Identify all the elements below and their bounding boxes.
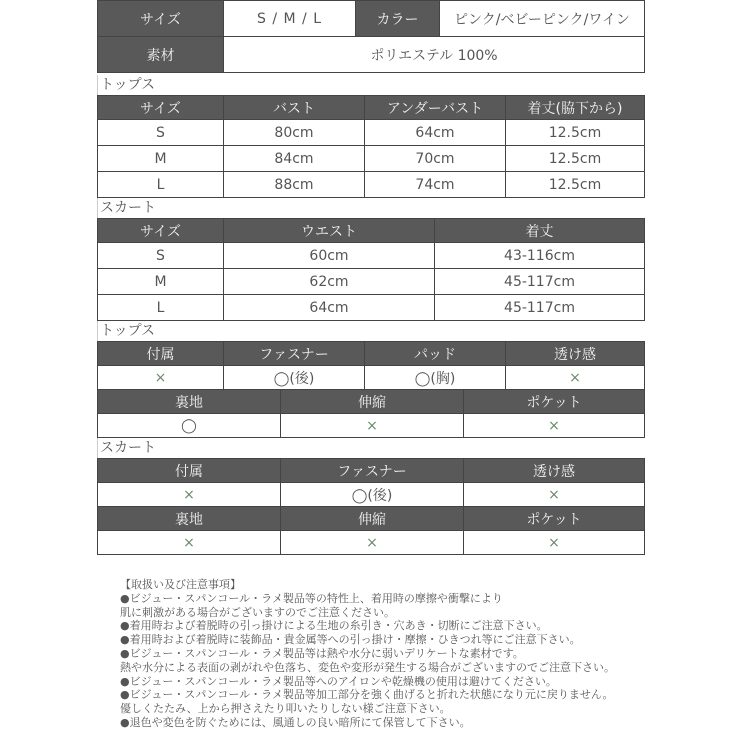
tops-features-table-1 bbox=[97, 341, 645, 390]
tops-size-table bbox=[97, 95, 645, 198]
table-row bbox=[98, 483, 645, 507]
cross-mark: × bbox=[464, 531, 645, 555]
note-line: ●ビジュー・スパンコール・ラメ製品等へのアイロンや乾燥機の使用は避けてください。 bbox=[120, 674, 557, 688]
cell: 64cm bbox=[365, 120, 506, 146]
cross-mark: × bbox=[464, 483, 645, 507]
cell: 64cm bbox=[224, 295, 435, 321]
circle-mark: ◯(胸) bbox=[365, 366, 506, 390]
color-value: ピンク/ベビーピンク/ワイン bbox=[440, 1, 645, 37]
cell: 74cm bbox=[365, 172, 506, 198]
skirt-features-table-1 bbox=[97, 458, 645, 555]
header-cell: ファスナー bbox=[224, 342, 365, 366]
cell: 45-117cm bbox=[435, 269, 645, 295]
header-cell: バスト bbox=[224, 96, 365, 120]
cell: 60cm bbox=[224, 243, 435, 269]
note-line: ●着用時および着脱時の引っ掛けによる生地の糸引き・穴あき・切断にご注意下さい。 bbox=[120, 619, 548, 633]
header-cell: ウエスト bbox=[224, 219, 435, 243]
note-line: 優しくたたみ、上から押さえたり叩いたりしない様ご注意下さい。 bbox=[120, 702, 451, 716]
header-cell: サイズ bbox=[98, 219, 224, 243]
header-cell: サイズ bbox=[98, 96, 224, 120]
cell: 70cm bbox=[365, 146, 506, 172]
table-row bbox=[98, 146, 645, 172]
header-cell: 伸縮 bbox=[281, 507, 464, 531]
table-row bbox=[98, 366, 645, 390]
size-chart bbox=[97, 0, 645, 555]
cross-mark: × bbox=[464, 414, 645, 438]
material-value: ポリエステル 100% bbox=[224, 37, 645, 73]
table-row bbox=[98, 531, 645, 555]
size-label: サイズ bbox=[98, 1, 224, 37]
note-line: 熱や水分による表面の剥がれや色落ち、変色や変形が発生する場合がございますのでご注意下さい。 bbox=[120, 660, 615, 674]
table-header-row bbox=[98, 96, 645, 120]
header-cell: パッド bbox=[365, 342, 506, 366]
header-cell: ファスナー bbox=[281, 459, 464, 483]
header-cell: 透け感 bbox=[464, 459, 645, 483]
cell: 84cm bbox=[224, 146, 365, 172]
cell: S bbox=[98, 243, 224, 269]
cell: M bbox=[98, 269, 224, 295]
cell: 12.5cm bbox=[506, 120, 645, 146]
color-label: カラー bbox=[356, 1, 440, 37]
table-header-row bbox=[98, 342, 645, 366]
cell: L bbox=[98, 295, 224, 321]
header-cell: 裏地 bbox=[98, 390, 281, 414]
table-row bbox=[98, 172, 645, 198]
header-cell: 付属 bbox=[98, 459, 281, 483]
cell: 88cm bbox=[224, 172, 365, 198]
notes-title: 【取扱い及び注意事項】 bbox=[120, 578, 241, 591]
table-header-row bbox=[98, 507, 645, 531]
cross-mark: × bbox=[98, 531, 281, 555]
table-row bbox=[98, 243, 645, 269]
table-header-row bbox=[98, 390, 645, 414]
header-cell: 着丈 bbox=[435, 219, 645, 243]
cell: L bbox=[98, 172, 224, 198]
header-cell: 付属 bbox=[98, 342, 224, 366]
cell: 43-116cm bbox=[435, 243, 645, 269]
cell: 80cm bbox=[224, 120, 365, 146]
cross-mark: × bbox=[506, 366, 645, 390]
circle-mark: ◯ bbox=[98, 414, 281, 438]
tops-size-section-label: トップス bbox=[97, 75, 645, 95]
note-line: 肌に刺激がある場合がございますのでご注意ください。 bbox=[120, 605, 395, 619]
table-row bbox=[98, 120, 645, 146]
table-header-row bbox=[98, 219, 645, 243]
tops-features-section-label: トップス bbox=[97, 321, 645, 341]
size-value: S / M / L bbox=[224, 1, 356, 37]
note-line: ●ビジュー・スパンコール・ラメ製品等は熱や水分に弱いデリケートな素材です。 bbox=[120, 646, 524, 660]
cell: 62cm bbox=[224, 269, 435, 295]
cell: 45-117cm bbox=[435, 295, 645, 321]
header-cell: 着丈(脇下から) bbox=[506, 96, 645, 120]
header-cell: 裏地 bbox=[98, 507, 281, 531]
circle-mark: ◯(後) bbox=[281, 483, 464, 507]
header-cell: ポケット bbox=[464, 507, 645, 531]
cell: 12.5cm bbox=[506, 146, 645, 172]
cell: 12.5cm bbox=[506, 172, 645, 198]
note-line: ●着用時および着脱時に装飾品・貴金属等への引っ掛け・摩擦・ひきつれ等にご注意下さい。 bbox=[120, 633, 581, 647]
header-cell: ポケット bbox=[464, 390, 645, 414]
header-cell: 伸縮 bbox=[281, 390, 464, 414]
cross-mark: × bbox=[281, 414, 464, 438]
cross-mark: × bbox=[281, 531, 464, 555]
skirt-size-section-label: スカート bbox=[97, 198, 645, 218]
header-cell: アンダーバスト bbox=[365, 96, 506, 120]
cell: S bbox=[98, 120, 224, 146]
note-line: ●退色や変色を防ぐためには、風通しの良い暗所にて保管して下さい。 bbox=[120, 715, 471, 729]
table-row bbox=[98, 414, 645, 438]
spec-table bbox=[97, 0, 645, 73]
care-notes bbox=[120, 578, 640, 730]
cross-mark: × bbox=[98, 483, 281, 507]
table-row bbox=[98, 269, 645, 295]
table-header-row bbox=[98, 459, 645, 483]
note-line: ●ビジュー・スパンコール・ラメ製品等加工部分を強く曲げると折れた状態になり元に戻りません。 bbox=[120, 688, 614, 702]
table-row bbox=[98, 295, 645, 321]
cell: M bbox=[98, 146, 224, 172]
skirt-features-section-label: スカート bbox=[97, 438, 645, 458]
note-line: ●ビジュー・スパンコール・ラメ製品等の特性上、着用時の摩擦や衝撃により bbox=[120, 591, 503, 605]
header-cell: 透け感 bbox=[506, 342, 645, 366]
skirt-size-table bbox=[97, 218, 645, 321]
circle-mark: ◯(後) bbox=[224, 366, 365, 390]
cross-mark: × bbox=[98, 366, 224, 390]
tops-features-table-2 bbox=[97, 389, 645, 438]
material-label: 素材 bbox=[98, 37, 224, 73]
